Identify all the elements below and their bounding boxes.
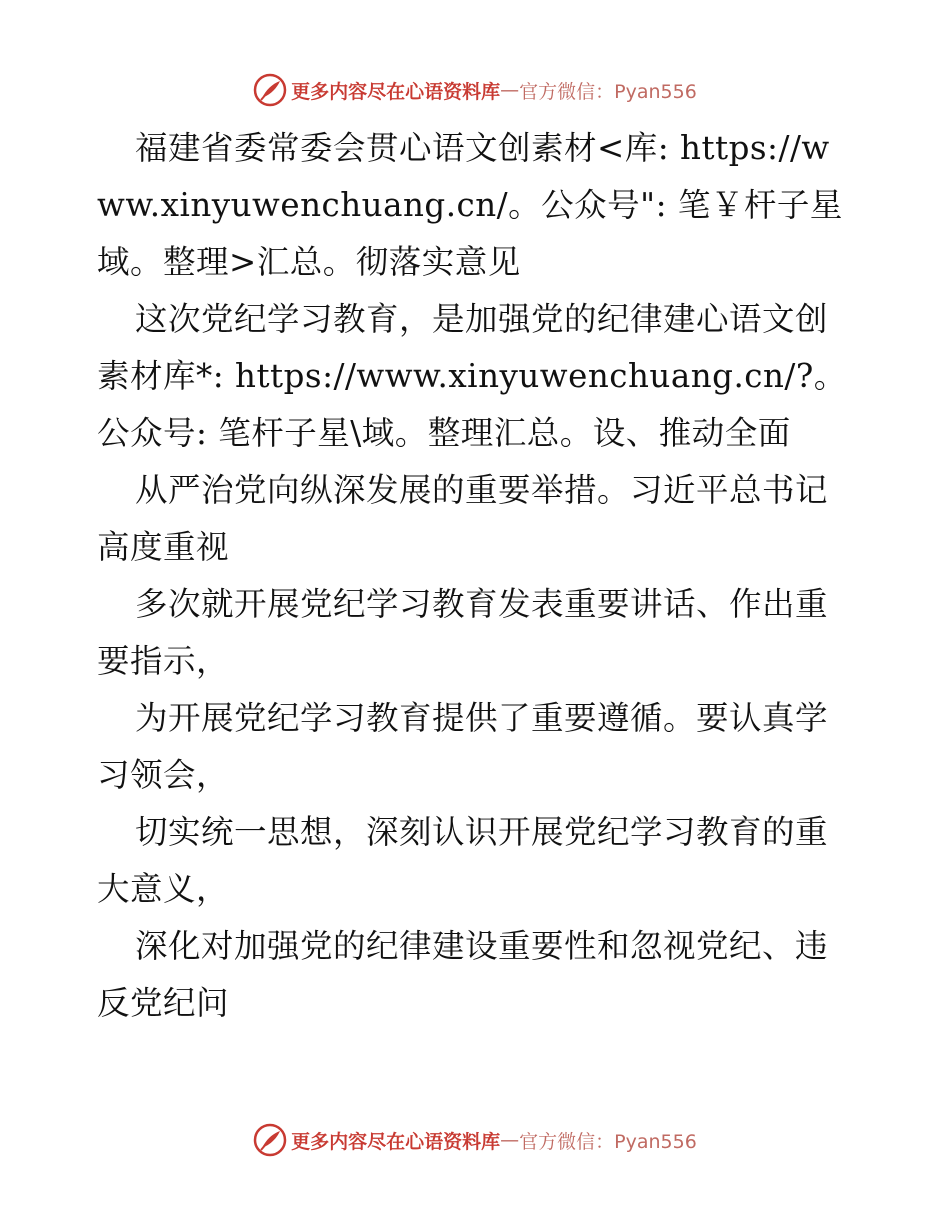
paragraph-1: 福建省委常委会贯心语文创素材<库: https://www.xinyuwenchuang.cn/。公众号": 笔￥杆子星域。整理>汇总。彻落实意见 xyxy=(97,129,843,281)
footer-banner xyxy=(0,1120,950,1160)
footer-banner-secondary-text: 官方微信：Pyan556 xyxy=(519,1130,697,1153)
footer-banner-dash: — xyxy=(500,1129,520,1151)
feather-pen-logo-icon xyxy=(253,1123,287,1157)
paragraph-2: 这次党纪学习教育，是加强党的纪律建心语文创素材库*: https://www.xinyuwenchuang.cn/?。公众号: 笔杆子星\域。整理汇总。设、推动全面 xyxy=(97,300,847,452)
paragraph-7: 深化对加强党的纪律建设重要性和忽视党纪、违反党纪问 xyxy=(97,927,829,1022)
paragraph-3: 从严治党向纵深发展的重要举措。习近平总书记高度重视 xyxy=(97,471,829,566)
header-banner xyxy=(0,70,950,110)
header-banner-dash: — xyxy=(500,79,520,101)
footer-banner-primary-text: 更多内容尽在心语资料库 xyxy=(291,1130,501,1153)
paragraph-6: 切实统一思想，深刻认识开展党纪学习教育的重大意义， xyxy=(97,813,829,908)
header-banner-primary-text: 更多内容尽在心语资料库 xyxy=(291,80,501,103)
paragraph-4: 多次就开展党纪学习教育发表重要讲话、作出重要指示， xyxy=(97,585,829,680)
header-banner-secondary-text: 官方微信：Pyan556 xyxy=(519,80,697,103)
document-body xyxy=(97,120,857,1032)
feather-pen-logo-icon xyxy=(253,73,287,107)
paragraph-5: 为开展党纪学习教育提供了重要遵循。要认真学习领会， xyxy=(97,699,829,794)
